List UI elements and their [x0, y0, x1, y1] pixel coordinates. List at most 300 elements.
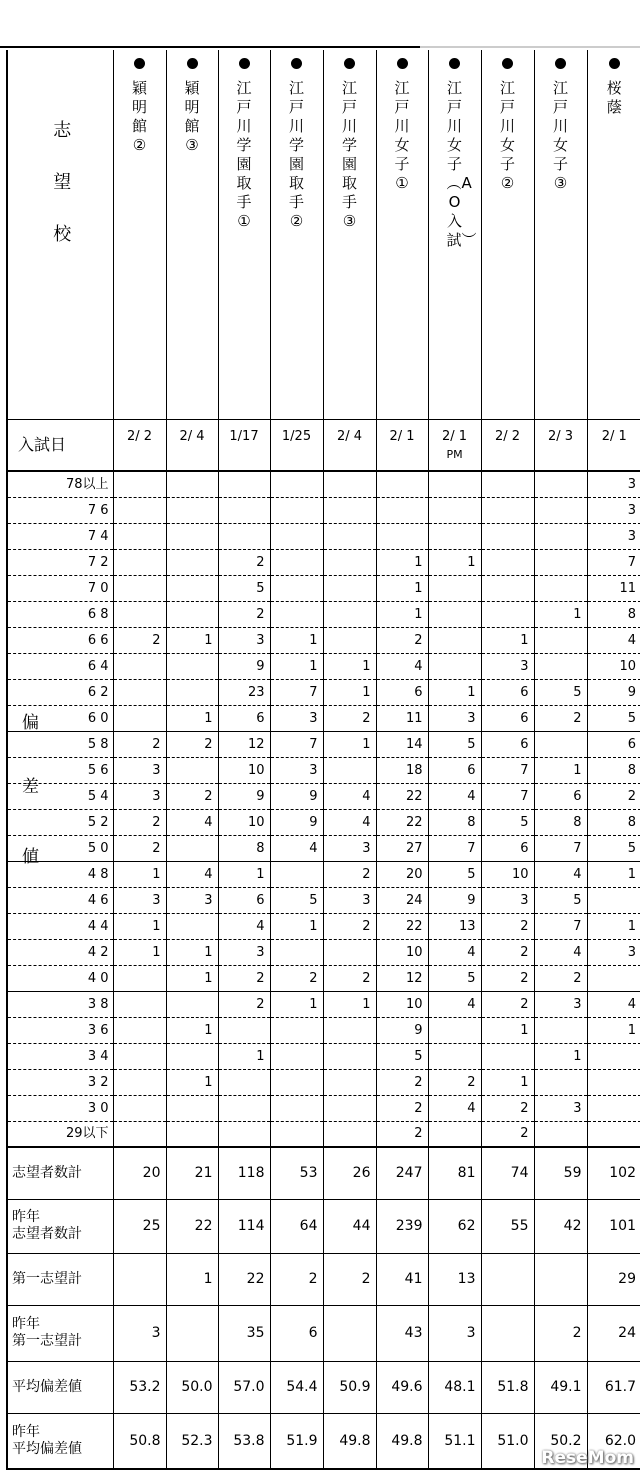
- score-count: 3: [587, 471, 640, 497]
- summary-value: 239: [376, 1199, 428, 1253]
- score-count: [270, 471, 323, 497]
- score-count: 2: [218, 965, 270, 991]
- score-count: 2: [376, 1121, 428, 1147]
- score-count: 1: [376, 549, 428, 575]
- score-count: 10: [376, 939, 428, 965]
- score-count: 7: [270, 679, 323, 705]
- score-count: [270, 1095, 323, 1121]
- score-count: [218, 1017, 270, 1043]
- school-name: 桜蔭: [606, 79, 622, 116]
- score-band-label: 29以下: [7, 1121, 113, 1147]
- score-count: [534, 549, 587, 575]
- score-count: [323, 1043, 376, 1069]
- summary-value: 64: [270, 1199, 323, 1253]
- summary-value: 102: [587, 1147, 640, 1199]
- score-count: 1: [166, 705, 218, 731]
- score-count: 2: [113, 809, 166, 835]
- score-count: 1: [587, 913, 640, 939]
- score-row: [7, 991, 640, 1017]
- exam-date: 2/ 2: [494, 428, 521, 444]
- score-count: [270, 1017, 323, 1043]
- exam-date: 1/25: [281, 428, 312, 444]
- score-count: 3: [587, 497, 640, 523]
- school-name: 江戸川女子③: [552, 79, 568, 192]
- score-count: 5: [428, 965, 481, 991]
- score-count: 3: [113, 783, 166, 809]
- score-count: [323, 471, 376, 497]
- score-band-label: 3 0: [7, 1095, 113, 1121]
- score-count: [166, 471, 218, 497]
- score-count: 23: [218, 679, 270, 705]
- school-name-cell: [166, 50, 218, 419]
- exam-date: 2/ 1: [389, 428, 415, 444]
- school-name: 穎明館②: [131, 79, 147, 154]
- bullet-icon: [187, 58, 198, 69]
- score-count: 11: [376, 705, 428, 731]
- score-count: [113, 653, 166, 679]
- summary-value: 26: [323, 1147, 376, 1199]
- score-count: 5: [270, 887, 323, 913]
- summary-row: [7, 1361, 640, 1413]
- score-band-label: 6 8: [7, 601, 113, 627]
- exam-date-cell: [113, 419, 166, 471]
- score-count: 4: [270, 835, 323, 861]
- score-count: 9: [218, 653, 270, 679]
- score-band-label: 7 6: [7, 497, 113, 523]
- score-count: 1: [587, 861, 640, 887]
- score-count: [428, 1121, 481, 1147]
- score-count: 4: [587, 627, 640, 653]
- score-count: [270, 1121, 323, 1147]
- score-count: 1: [218, 1043, 270, 1069]
- summary-value: 118: [218, 1147, 270, 1199]
- score-count: [428, 523, 481, 549]
- score-count: [166, 757, 218, 783]
- score-count: 2: [534, 705, 587, 731]
- school-name-cell: [113, 50, 166, 419]
- score-count: [323, 575, 376, 601]
- score-count: [166, 1043, 218, 1069]
- score-band-label: 7 4: [7, 523, 113, 549]
- summary-value: [166, 1305, 218, 1361]
- score-count: [218, 471, 270, 497]
- score-count: 3: [587, 523, 640, 549]
- summary-label: 志望者数計: [7, 1147, 113, 1199]
- score-count: 10: [587, 653, 640, 679]
- summary-value: 50.0: [166, 1361, 218, 1413]
- score-count: 1: [481, 627, 534, 653]
- summary-value: 51.0: [481, 1413, 534, 1469]
- summary-value: 59: [534, 1147, 587, 1199]
- exam-date-row: [7, 419, 640, 471]
- score-count: 11: [587, 575, 640, 601]
- score-count: 6: [218, 705, 270, 731]
- score-count: [166, 1121, 218, 1147]
- score-count: [428, 653, 481, 679]
- score-count: 2: [376, 1069, 428, 1095]
- summary-value: 49.6: [376, 1361, 428, 1413]
- score-count: 10: [218, 757, 270, 783]
- score-count: 5: [534, 679, 587, 705]
- score-row: [7, 861, 640, 887]
- score-count: [113, 965, 166, 991]
- summary-label: 昨年 志望者数計: [7, 1199, 113, 1253]
- score-count: 8: [428, 809, 481, 835]
- score-count: [113, 1043, 166, 1069]
- score-count: 5: [587, 705, 640, 731]
- score-count: 2: [270, 965, 323, 991]
- school-name-cell: [428, 50, 481, 419]
- exam-date: 2/ 4: [179, 428, 205, 444]
- score-row: [7, 835, 640, 861]
- school-name: 江戸川女子②: [499, 79, 515, 192]
- score-count: 2: [376, 1095, 428, 1121]
- score-count: 2: [218, 991, 270, 1017]
- exam-date-cell: [166, 419, 218, 471]
- score-band-label: 3 6: [7, 1017, 113, 1043]
- score-count: 5: [428, 861, 481, 887]
- summary-value: 29: [587, 1253, 640, 1305]
- score-count: [481, 601, 534, 627]
- score-count: [534, 523, 587, 549]
- score-count: [218, 1095, 270, 1121]
- summary-row: [7, 1305, 640, 1361]
- top-rule-gray: [420, 46, 640, 48]
- summary-value: 6: [270, 1305, 323, 1361]
- score-count: [587, 1069, 640, 1095]
- score-count: 9: [270, 783, 323, 809]
- score-count: [113, 991, 166, 1017]
- score-count: [376, 497, 428, 523]
- score-count: 1: [376, 601, 428, 627]
- score-count: [323, 1069, 376, 1095]
- score-count: 4: [166, 861, 218, 887]
- score-count: 1: [323, 679, 376, 705]
- score-count: 5: [481, 809, 534, 835]
- exam-date-cell: [481, 419, 534, 471]
- score-row: [7, 1121, 640, 1147]
- score-count: [428, 627, 481, 653]
- summary-value: [534, 1253, 587, 1305]
- school-name: 穎明館③: [184, 79, 200, 154]
- score-count: 9: [376, 1017, 428, 1043]
- score-row: [7, 653, 640, 679]
- score-row: [7, 913, 640, 939]
- score-row: [7, 575, 640, 601]
- score-count: [270, 939, 323, 965]
- score-count: 4: [428, 939, 481, 965]
- score-count: [113, 575, 166, 601]
- score-count: 6: [534, 783, 587, 809]
- exam-date: 2/ 2: [126, 428, 153, 444]
- score-count: 9: [428, 887, 481, 913]
- score-row: [7, 1095, 640, 1121]
- score-count: [166, 991, 218, 1017]
- summary-value: 54.4: [270, 1361, 323, 1413]
- score-count: 3: [323, 887, 376, 913]
- score-count: 7: [587, 549, 640, 575]
- score-count: 1: [376, 575, 428, 601]
- score-row: [7, 497, 640, 523]
- summary-value: 13: [428, 1253, 481, 1305]
- score-count: [481, 523, 534, 549]
- score-count: 1: [113, 861, 166, 887]
- exam-session: PM: [446, 447, 463, 461]
- summary-label: 昨年 平均偏差値: [7, 1413, 113, 1469]
- score-count: 1: [481, 1017, 534, 1043]
- score-count: 8: [587, 757, 640, 783]
- school-name-cell: [587, 50, 640, 419]
- score-count: 1: [323, 731, 376, 757]
- exam-date-cell: [428, 419, 481, 471]
- score-count: [218, 1121, 270, 1147]
- score-count: 8: [218, 835, 270, 861]
- score-count: 6: [481, 731, 534, 757]
- score-count: [376, 523, 428, 549]
- score-count: 1: [270, 991, 323, 1017]
- score-count: [376, 471, 428, 497]
- exam-date-cell: [323, 419, 376, 471]
- score-count: 6: [376, 679, 428, 705]
- score-count: 6: [428, 757, 481, 783]
- summary-value: 22: [218, 1253, 270, 1305]
- score-row: [7, 471, 640, 497]
- summary-label: 第一志望計: [7, 1253, 113, 1305]
- score-row: [7, 627, 640, 653]
- score-count: [428, 575, 481, 601]
- score-count: 6: [218, 887, 270, 913]
- score-count: [428, 497, 481, 523]
- score-count: 2: [481, 991, 534, 1017]
- school-name: 江戸川学園取手①: [236, 79, 252, 230]
- score-row: [7, 679, 640, 705]
- summary-row: [7, 1253, 640, 1305]
- summary-value: 81: [428, 1147, 481, 1199]
- score-count: [166, 497, 218, 523]
- score-band-label: 6 4: [7, 653, 113, 679]
- summary-value: [323, 1305, 376, 1361]
- score-count: [587, 1095, 640, 1121]
- score-count: 5: [428, 731, 481, 757]
- score-count: 7: [270, 731, 323, 757]
- score-count: 1: [323, 991, 376, 1017]
- score-count: 1: [270, 913, 323, 939]
- score-count: [113, 471, 166, 497]
- exam-date-cell: [534, 419, 587, 471]
- summary-value: 42: [534, 1199, 587, 1253]
- score-count: 7: [481, 757, 534, 783]
- score-count: 3: [481, 887, 534, 913]
- score-count: 1: [534, 757, 587, 783]
- score-count: [323, 627, 376, 653]
- score-count: [270, 861, 323, 887]
- score-count: [481, 471, 534, 497]
- score-count: [113, 705, 166, 731]
- score-count: [166, 835, 218, 861]
- summary-value: 3: [428, 1305, 481, 1361]
- score-count: [534, 627, 587, 653]
- score-count: [270, 601, 323, 627]
- summary-value: 49.1: [534, 1361, 587, 1413]
- score-band-label: 7 2: [7, 549, 113, 575]
- score-count: 10: [218, 809, 270, 835]
- score-count: [481, 549, 534, 575]
- score-count: 1: [481, 1069, 534, 1095]
- score-count: 2: [323, 965, 376, 991]
- score-count: [166, 575, 218, 601]
- score-band-label: 3 2: [7, 1069, 113, 1095]
- score-count: 2: [166, 783, 218, 809]
- school-name-cell: [534, 50, 587, 419]
- score-band-label: 4 6: [7, 887, 113, 913]
- summary-value: 2: [534, 1305, 587, 1361]
- applicant-distribution-table: [6, 50, 640, 1470]
- score-count: 2: [113, 627, 166, 653]
- score-count: [270, 575, 323, 601]
- score-count: [113, 523, 166, 549]
- score-count: [166, 1095, 218, 1121]
- summary-value: 57.0: [218, 1361, 270, 1413]
- score-count: 2: [587, 783, 640, 809]
- score-count: 1: [218, 861, 270, 887]
- summary-value: [481, 1305, 534, 1361]
- score-count: [166, 653, 218, 679]
- score-band-label: 4 4: [7, 913, 113, 939]
- score-count: 3: [113, 887, 166, 913]
- score-band-label: 5 0: [7, 835, 113, 861]
- score-count: 2: [166, 731, 218, 757]
- score-count: [166, 679, 218, 705]
- score-count: 2: [534, 965, 587, 991]
- score-count: 5: [534, 887, 587, 913]
- score-count: [534, 731, 587, 757]
- score-row: [7, 1043, 640, 1069]
- summary-value: 20: [113, 1147, 166, 1199]
- score-band-label: 3 8: [7, 991, 113, 1017]
- score-count: 12: [376, 965, 428, 991]
- score-band-label: 5 8: [7, 731, 113, 757]
- score-count: [323, 601, 376, 627]
- school-name-cell: [323, 50, 376, 419]
- score-row: [7, 601, 640, 627]
- score-count: [270, 549, 323, 575]
- score-count: 3: [166, 887, 218, 913]
- summary-value: 50.8: [113, 1413, 166, 1469]
- score-row: [7, 757, 640, 783]
- bullet-icon: [344, 58, 355, 69]
- school-header-label: 志望校: [50, 120, 72, 276]
- score-count: 22: [376, 913, 428, 939]
- score-count: [481, 575, 534, 601]
- score-band-label: 5 4: [7, 783, 113, 809]
- summary-value: 61.7: [587, 1361, 640, 1413]
- score-count: 1: [166, 1069, 218, 1095]
- score-count: 1: [534, 1043, 587, 1069]
- score-row: [7, 1017, 640, 1043]
- score-count: 4: [428, 783, 481, 809]
- score-count: [534, 1017, 587, 1043]
- score-count: 20: [376, 861, 428, 887]
- score-count: 6: [481, 705, 534, 731]
- score-count: [113, 1069, 166, 1095]
- score-count: 2: [481, 965, 534, 991]
- summary-value: [113, 1253, 166, 1305]
- score-count: 9: [218, 783, 270, 809]
- summary-value: 52.3: [166, 1413, 218, 1469]
- score-count: 3: [481, 653, 534, 679]
- school-name-cell: [376, 50, 428, 419]
- score-count: [323, 757, 376, 783]
- exam-date-label: 入試日: [7, 419, 113, 471]
- score-count: 3: [270, 757, 323, 783]
- score-count: [218, 523, 270, 549]
- summary-value: 49.8: [376, 1413, 428, 1469]
- score-band-label: 7 0: [7, 575, 113, 601]
- summary-value: 51.8: [481, 1361, 534, 1413]
- score-count: 2: [113, 835, 166, 861]
- score-count: 6: [481, 835, 534, 861]
- school-name: 江戸川女子①: [394, 79, 410, 192]
- score-count: [270, 1043, 323, 1069]
- score-count: 6: [587, 731, 640, 757]
- exam-date: 2/ 1: [441, 428, 468, 444]
- score-count: [113, 497, 166, 523]
- score-row: [7, 887, 640, 913]
- score-row: [7, 783, 640, 809]
- score-count: 4: [323, 783, 376, 809]
- score-count: [534, 653, 587, 679]
- score-count: 1: [428, 679, 481, 705]
- score-count: [428, 1017, 481, 1043]
- bullet-icon: [609, 58, 620, 69]
- bullet-icon: [502, 58, 513, 69]
- score-count: 5: [587, 835, 640, 861]
- score-count: 1: [166, 627, 218, 653]
- score-count: 2: [323, 913, 376, 939]
- score-count: 18: [376, 757, 428, 783]
- score-count: 1: [270, 653, 323, 679]
- score-count: [323, 939, 376, 965]
- score-count: [113, 601, 166, 627]
- bullet-icon: [397, 58, 408, 69]
- bullet-icon: [555, 58, 566, 69]
- score-count: [113, 679, 166, 705]
- score-row: [7, 523, 640, 549]
- score-row: [7, 965, 640, 991]
- score-count: [534, 575, 587, 601]
- score-count: 2: [218, 549, 270, 575]
- score-count: 4: [587, 991, 640, 1017]
- score-count: 2: [376, 627, 428, 653]
- summary-value: 44: [323, 1199, 376, 1253]
- summary-value: 21: [166, 1147, 218, 1199]
- score-count: [534, 1069, 587, 1095]
- resemom-watermark: ReseMom: [541, 1448, 634, 1468]
- score-count: 2: [481, 1121, 534, 1147]
- score-count: [113, 1017, 166, 1043]
- score-count: [587, 1121, 640, 1147]
- score-count: 2: [323, 705, 376, 731]
- bullet-icon: [449, 58, 460, 69]
- summary-row: [7, 1199, 640, 1253]
- score-row: [7, 939, 640, 965]
- score-count: 1: [534, 601, 587, 627]
- school-name-cell: [218, 50, 270, 419]
- score-count: [166, 601, 218, 627]
- score-count: 3: [218, 939, 270, 965]
- summary-label: 昨年 第一志望計: [7, 1305, 113, 1361]
- score-count: 27: [376, 835, 428, 861]
